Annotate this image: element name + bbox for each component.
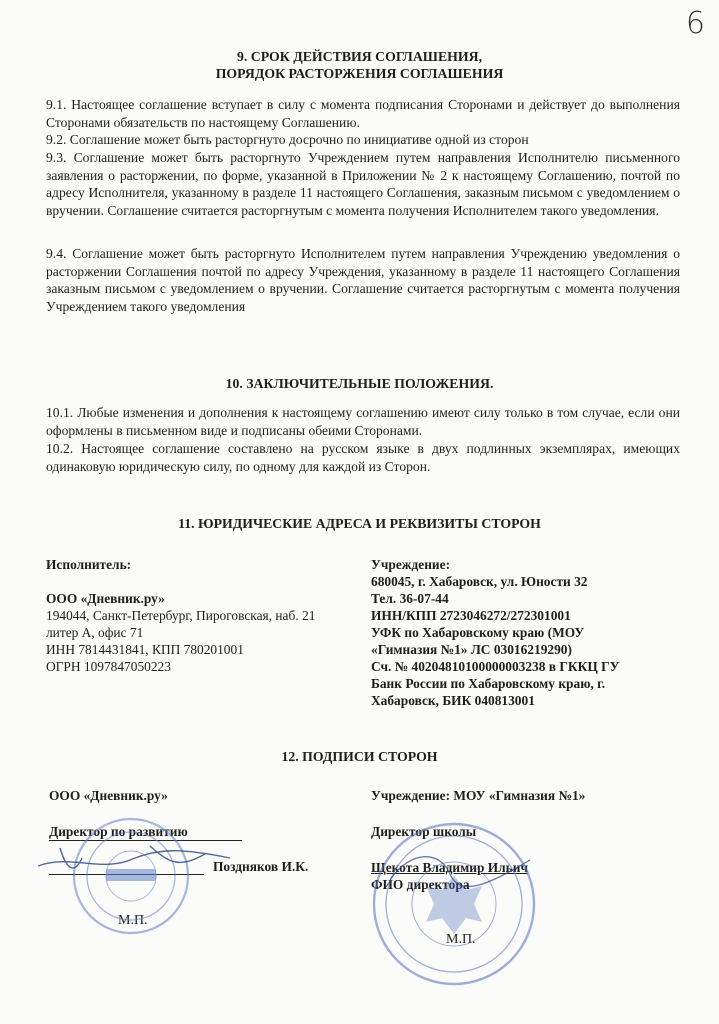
section-12-title: 12. ПОДПИСИ СТОРОН <box>281 749 438 764</box>
institution-account-line2: Банк России по Хабаровскому краю, г. <box>371 676 606 691</box>
clause-9-3: 9.3. Соглашение может быть расторгнуто Учреждением путем направления Исполнителю письменного заявления о расторжении, по форме, указанной в Приложении № 2 к настоящему Соглашению, почтой по адресу Исполнителя, указанному в разделе 11 настоящего Соглашения, заказным письмом с уведомлением о вручении. Соглашение считается расторгнутым с момента получения Исполнителем такого уведомления. <box>46 150 680 218</box>
executor-address-line1: 194044, Санкт-Петербург, Пироговская, наб. 21 <box>46 608 316 623</box>
executor-inn-kpp: ИНН 7814431841, КПП 780201001 <box>46 642 244 657</box>
section-9-title-line2: ПОРЯДОК РАСТОРЖЕНИЯ СОГЛАШЕНИЯ <box>215 66 504 81</box>
left-handwritten-signature-icon <box>30 828 240 888</box>
left-signature-position: Директор по развитию <box>49 824 188 839</box>
section-10-title: 10. ЗАКЛЮЧИТЕЛЬНЫЕ ПОЛОЖЕНИЯ. <box>225 376 494 391</box>
institution-address: 680045, г. Хабаровск, ул. Юности 32 <box>371 574 588 589</box>
executor-label: Исполнитель: <box>46 557 132 572</box>
institution-phone: Тел. 36-07-44 <box>371 591 449 606</box>
right-signature-org: Учреждение: МОУ «Гимназия №1» <box>371 788 586 803</box>
right-seal-label: М.П. <box>446 932 476 947</box>
right-fio-label: ФИО директора <box>371 877 470 892</box>
institution-inn-kpp: ИНН/КПП 2723046272/272301001 <box>371 608 571 623</box>
executor-ogrn: ОГРН 1097847050223 <box>46 659 171 674</box>
right-signer-name: Щекота Владимир Ильич <box>371 860 529 875</box>
institution-account-line3: Хабаровск, БИК 040813001 <box>371 693 535 708</box>
left-signature-org: ООО «Дневник.ру» <box>49 788 168 803</box>
clause-9-2: 9.2. Соглашение может быть расторгнуто досрочно по инициативе одной из сторон <box>46 132 529 147</box>
executor-name: ООО «Дневник.ру» <box>46 591 165 606</box>
executor-address-line2: литер А, офис 71 <box>46 625 144 640</box>
page-number: 6 <box>685 6 705 41</box>
clause-9-4: 9.4. Соглашение может быть расторгнуто Исполнителем путем направления Учреждению уведомления о расторжении Соглашения почтой по адресу Учреждения, указанному в разделе 11 настоящего Соглашения заказным письмом с уведомлением о вручении. Соглашение считается расторгнутым с момента получения Учреждением такого уведомления <box>46 246 680 314</box>
section-11-title: 11. ЮРИДИЧЕСКИЕ АДРЕСА И РЕКВИЗИТЫ СТОРОН <box>178 516 541 531</box>
institution-ufk-line1: УФК по Хабаровскому краю (МОУ <box>371 625 585 640</box>
section-9-title-line1: 9. СРОК ДЕЙСТВИЯ СОГЛАШЕНИЯ, <box>236 49 483 64</box>
clause-9-1: 9.1. Настоящее соглашение вступает в силу с момента подписания Сторонами и действует до выполнения Сторонами обязательств по настоящему Соглашению. <box>46 97 680 130</box>
clause-10-1: 10.1. Любые изменения и дополнения к настоящему соглашению имеют силу только в том случае, если они оформлены в письменном виде и подписаны обеими Сторонами. <box>46 405 680 438</box>
institution-account-line1: Сч. № 40204810100000003238 в ГККЦ ГУ <box>371 659 620 674</box>
executor-details <box>46 556 366 675</box>
right-signature-position: Директор школы <box>371 824 477 839</box>
clause-10-2: 10.2. Настоящее соглашение составлено на русском языке в двух подлинных экземплярах, имеющих одинаковую юридическую силу, по одному для каждой из Сторон. <box>46 441 680 474</box>
institution-ufk-line2: «Гимназия №1» ЛС 03016219290) <box>371 642 572 657</box>
left-seal-label: М.П. <box>118 913 148 928</box>
right-handwritten-signature-icon <box>380 840 550 900</box>
institution-details <box>371 556 683 709</box>
institution-label: Учреждение: <box>371 557 451 572</box>
left-signer-name: Поздняков И.К. <box>213 859 309 874</box>
